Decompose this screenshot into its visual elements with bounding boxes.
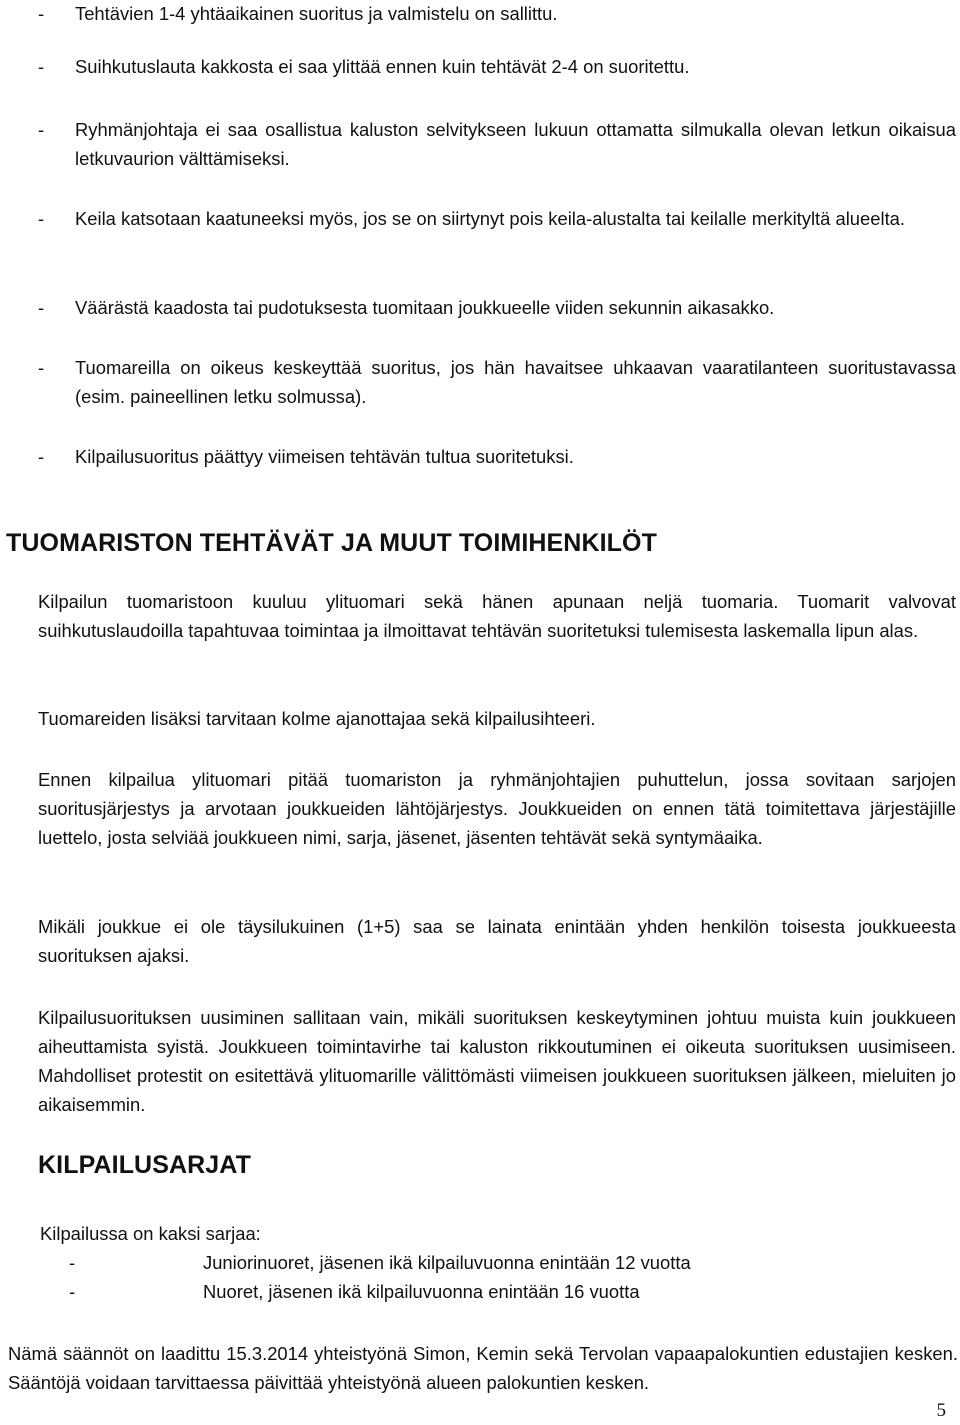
paragraph: Kilpailun tuomaristoon kuuluu ylituomari sekä hänen apunaan neljä tuomaria. Tuomarit valvovat suihkutuslaudoilla tapahtuvaa toimintaa ja ilmoittavat tehtävän suoritetuksi tulemisesta laskemalla lipun alas. bbox=[38, 591, 956, 641]
rule-text: Tehtävien 1-4 yhtäaikainen suoritus ja valmistelu on sallittu. bbox=[75, 3, 558, 24]
paragraph: Ennen kilpailua ylituomari pitää tuomariston ja ryhmänjohtajien puhuttelun, jossa sovitaan sarjojen suoritusjärjestys ja arvotaan joukkueiden lähtöjärjestys. Joukkueiden on ennen tätä toimitettava järjestäjille luettelo, josta selviää joukkueen nimi, sarja, jäsenet, jäsenten tehtävät sekä syntymäaika. bbox=[38, 769, 956, 848]
rule-item bbox=[38, 353, 956, 411]
list-dash: - bbox=[38, 3, 45, 24]
rule-item bbox=[38, 204, 956, 233]
rule-item bbox=[38, 52, 956, 81]
list-dash: - bbox=[38, 357, 45, 378]
list-dash: - bbox=[38, 297, 45, 318]
rule-text: Väärästä kaadosta tai pudotuksesta tuomitaan joukkueelle viiden sekunnin aikasakko. bbox=[75, 297, 775, 318]
list-dash: - bbox=[69, 1281, 76, 1302]
series-item bbox=[69, 1277, 869, 1306]
rule-item bbox=[38, 293, 956, 322]
page-number: 5 bbox=[936, 1400, 946, 1421]
list-dash: - bbox=[38, 119, 45, 140]
list-dash: - bbox=[69, 1252, 76, 1273]
rule-text: Tuomareilla on oikeus keskeyttää suoritus, jos hän havaitsee uhkaavan vaaratilanteen suoritustavassa (esim. paineellinen letku solmussa). bbox=[75, 357, 956, 407]
paragraph: Tuomareiden lisäksi tarvitaan kolme ajanottajaa sekä kilpailusihteeri. bbox=[38, 708, 596, 729]
paragraph: Kilpailusuorituksen uusiminen sallitaan vain, mikäli suorituksen keskeytyminen johtuu muista kuin joukkueen aiheuttamista syistä. Joukkueen toimintavirhe tai kaluston rikkoutuminen ei oikeuta suorituksen uusimiseen. Mahdolliset protestit on esitettävä ylituomarille välittömästi viimeisen joukkueen suorituksen jälkeen, mieluiten jo aikaisemmin. bbox=[38, 1007, 956, 1115]
section-heading-series: KILPAILUSARJAT bbox=[38, 1151, 251, 1179]
rule-item bbox=[38, 115, 956, 173]
series-text: Juniorinuoret, jäsenen ikä kilpailuvuonna enintään 12 vuotta bbox=[203, 1252, 691, 1273]
rule-text: Keila katsotaan kaatuneeksi myös, jos se on siirtynyt pois keila-alustalta tai keilalle merkityltä alueelta. bbox=[75, 208, 906, 229]
list-dash: - bbox=[38, 208, 45, 229]
rule-text: Suihkutuslauta kakkosta ei saa ylittää ennen kuin tehtävät 2-4 on suoritettu. bbox=[75, 56, 690, 77]
section-heading-judges: TUOMARISTON TEHTÄVÄT JA MUUT TOIMIHENKILÖT bbox=[6, 529, 657, 557]
series-text: Nuoret, jäsenen ikä kilpailuvuonna enintään 16 vuotta bbox=[203, 1281, 640, 1302]
list-dash: - bbox=[38, 56, 45, 77]
rule-text: Ryhmänjohtaja ei saa osallistua kaluston selvitykseen lukuun ottamatta silmukalla olevan letkun oikaisua letkuvaurion välttämiseksi. bbox=[75, 119, 956, 169]
paragraph: Mikäli joukkue ei ole täysilukuinen (1+5) saa se lainata enintään yhden henkilön toisesta joukkueesta suorituksen ajaksi. bbox=[38, 916, 956, 966]
series-intro: Kilpailussa on kaksi sarjaa: bbox=[40, 1223, 261, 1244]
rule-text: Kilpailusuoritus päättyy viimeisen tehtävän tultua suoritetuksi. bbox=[75, 446, 574, 467]
closing-note: Nämä säännöt on laadittu 15.3.2014 yhteistyönä Simon, Kemin sekä Tervolan vapaapalokuntien edustajien kesken. Sääntöjä voidaan tarvittaessa päivittää yhteistyönä alueen palokuntien kesken. bbox=[8, 1343, 958, 1393]
rule-item bbox=[38, 0, 956, 28]
rule-item bbox=[38, 442, 956, 471]
list-dash: - bbox=[38, 446, 45, 467]
series-item bbox=[69, 1248, 869, 1277]
